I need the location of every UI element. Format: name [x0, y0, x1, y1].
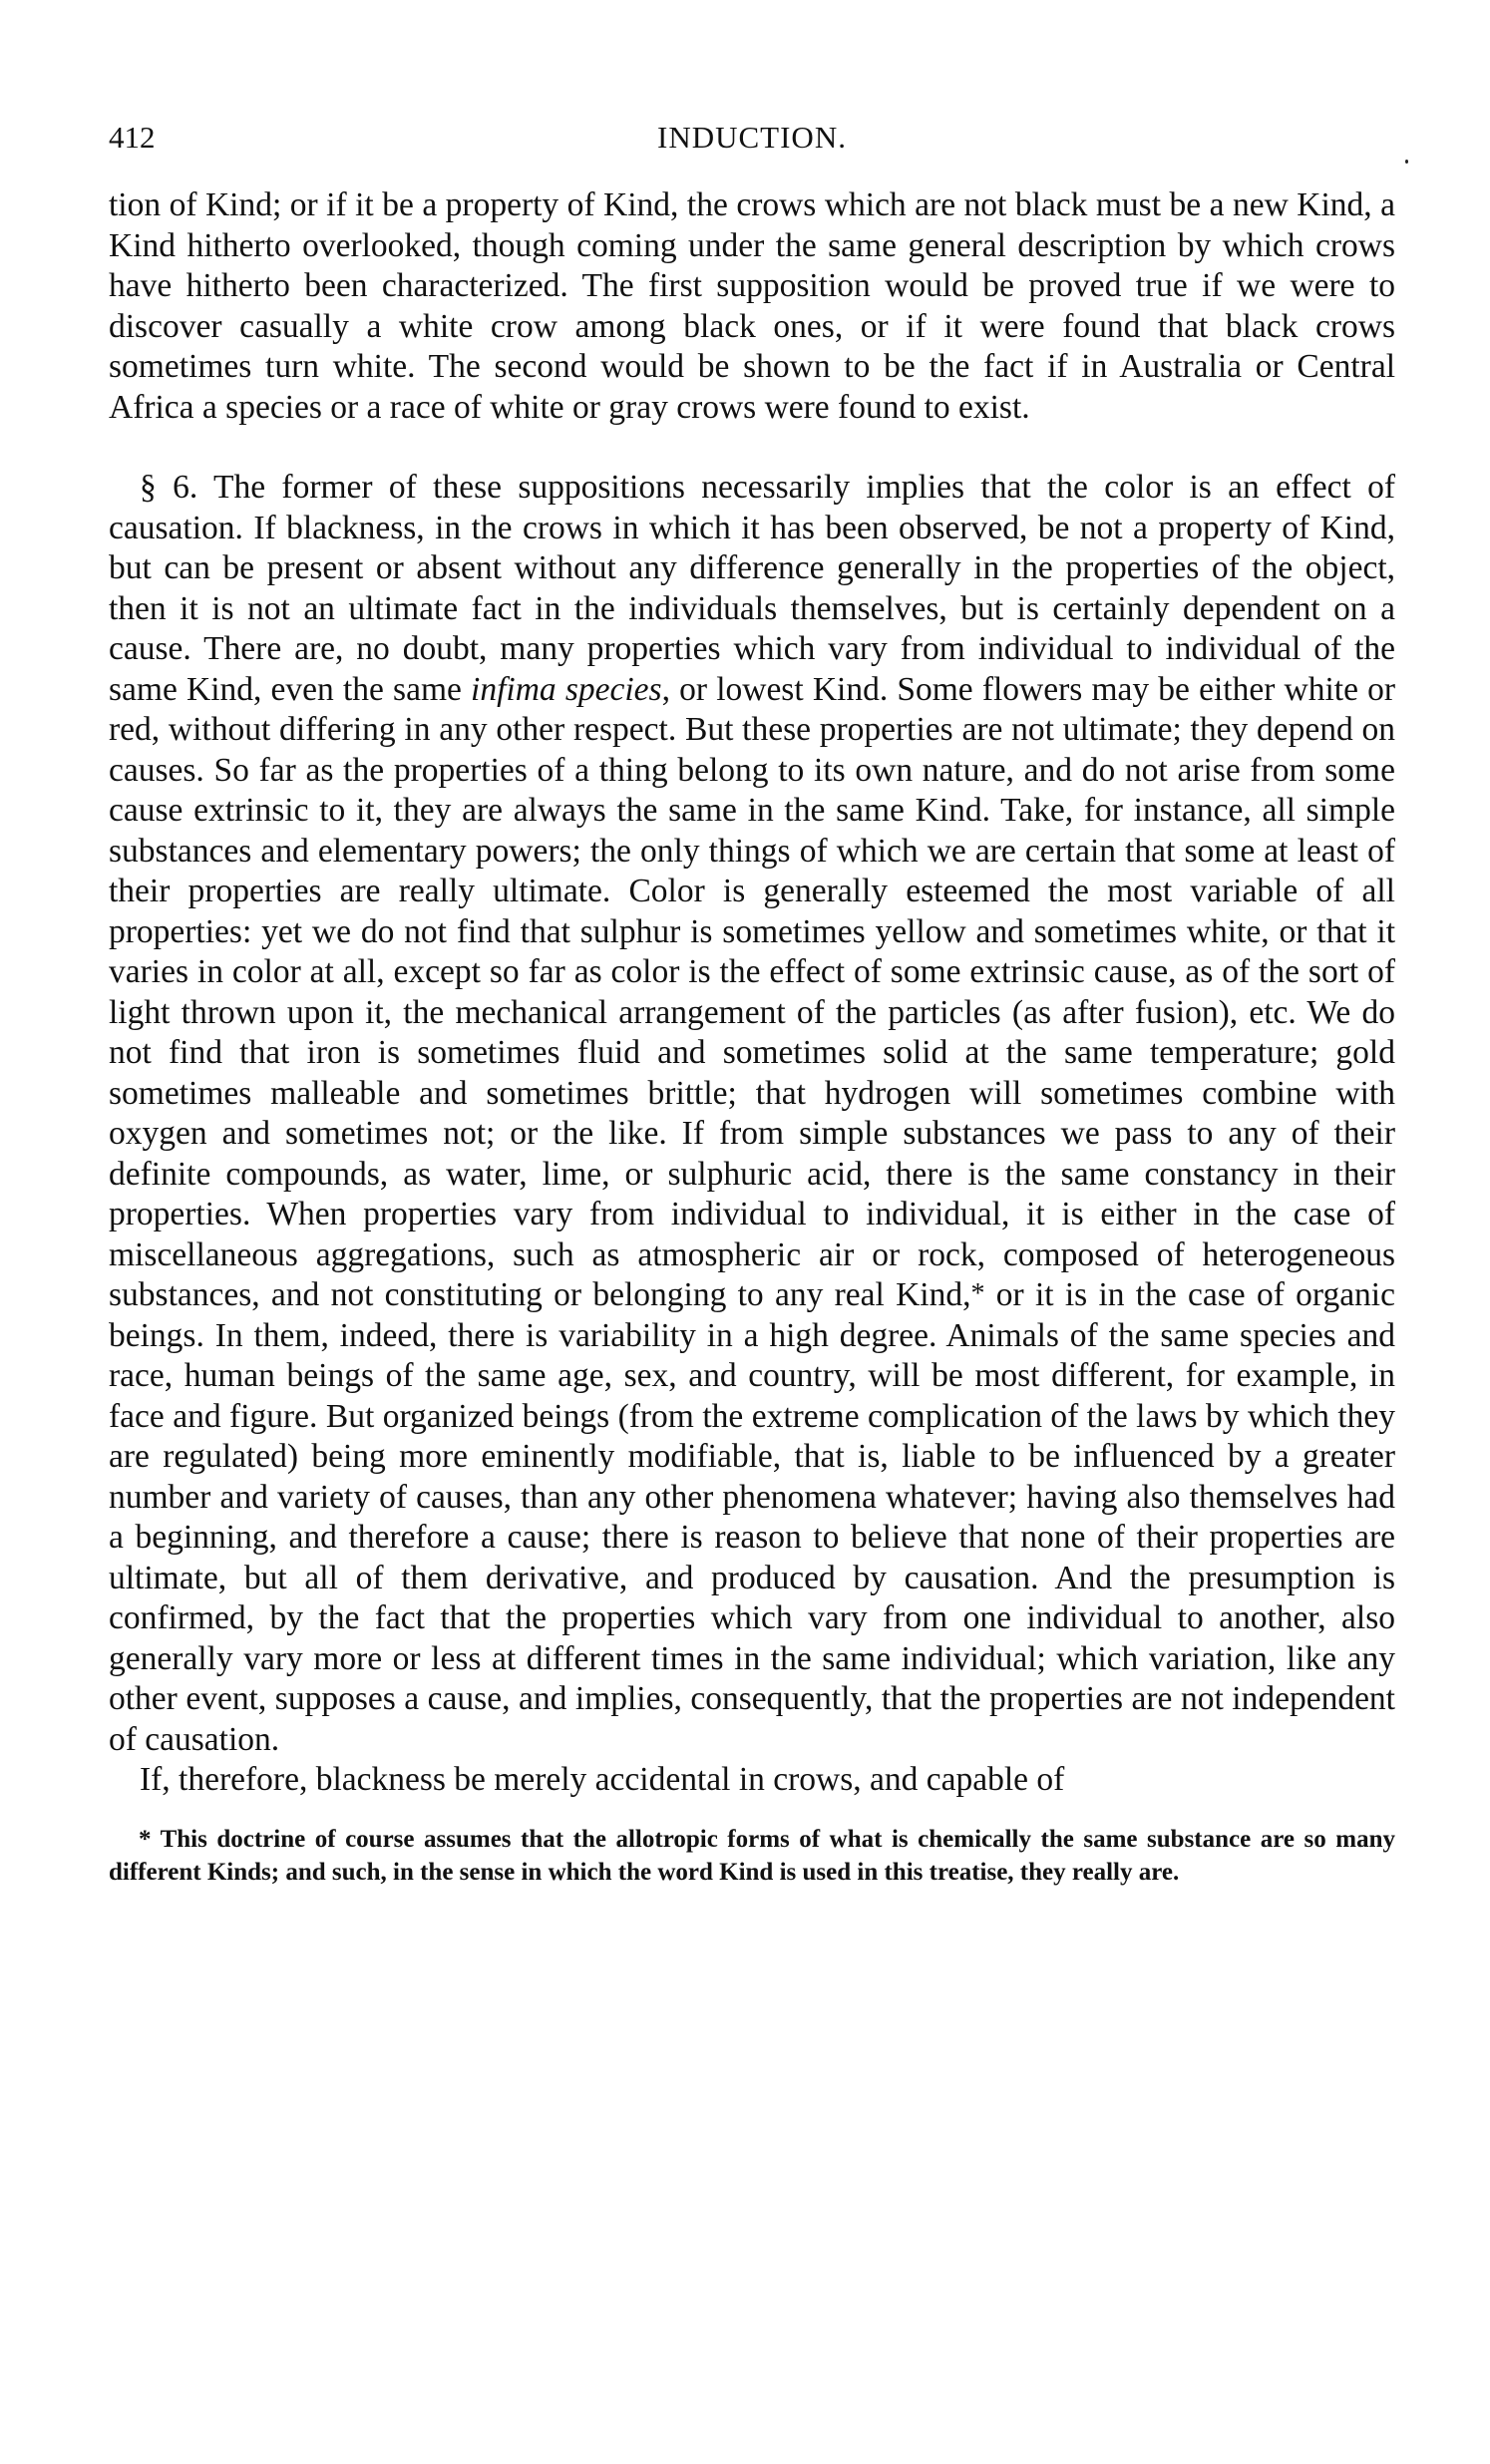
paragraph-text: or it is in the case of organic beings. In them, indeed, there is variability in a high degree. Animals of the same species and race, human beings of the same age, sex, and country, will be most different, for example, in face and figure. But organized beings (from the extreme complication of the laws by which they are regulated) being more eminently modifiable, that is, liable to be influenced by a greater number and variety of causes, than any other phenomena whatever; having also themselves had a beginning, and therefore a cause; there is reason to believe that none of their properties are ultimate, but all of them derivative, and produced by causation. And the presumption is confirmed, by the fact that the properties which vary from one individual to another, also generally vary more or less at different times in the same individual; which variation, like any other event, supposes a cause, and implies, consequently, that the properties are not independent of causation.	[109, 1276, 1395, 1758]
paragraph-text: , or lowest Kind. Some flowers may be either white or red, without differing in any other respect. But these properties are not ultimate; they depend on causes. So far as the properties of a thing belong to its own nature, and do not arise from some cause extrinsic to it, they are always the same in the same Kind. Take, for instance, all simple substances and elementary powers; the only things of which we are certain that some at least of their properties are really ultimate. Color is generally esteemed the most variable of all properties: yet we do not find that sulphur is sometimes yellow and sometimes white, or that it varies in color at all, except so far as color is the effect of some extrinsic cause, as of the sort of light thrown upon it, the mechanical arrangement of the particles (as after fusion), etc. We do not find that iron is sometimes fluid and sometimes solid at the same temperature; gold sometimes malleable and sometimes brittle; that hydrogen will sometimes combine with oxygen and sometimes not; or the like. If from simple substances we pass to any of their definite compounds, as water, lime, or sulphuric acid, there is the same constancy in their properties. When properties vary from individual to individual, it is either in the case of miscellaneous aggregations, such as atmospheric air or rock, composed of heterogeneous substances, and not constituting or belonging to any real Kind,	[109, 670, 1396, 1313]
paragraph-next: If, therefore, blackness be merely accidental in crows, and capable of	[140, 1761, 1065, 1798]
body-text	[109, 185, 1395, 1801]
page-number: 412	[109, 120, 156, 155]
footnote-text: This doctrine of course assumes that the allotropic forms of what is chemically the same substance are so many different Kinds; and such, in the sense in which the word Kind is used in this treatise, they really are.	[109, 1825, 1395, 1886]
footnote-marker: *	[139, 1825, 152, 1853]
paragraph-text: The former of these suppositions necessarily implies that the color is an effect of causation. If blackness, in the crows in which it has been observed, be not a property of Kind, but can be present or absent without any difference generally in the properties of the object, then it is not an ultimate fact in the individuals themselves, but is certainly dependent on a cause. There are, no doubt, many properties which vary from individual to individual of the same Kind, even the same	[109, 469, 1396, 708]
footnote	[109, 1823, 1395, 1889]
print-speck	[1405, 160, 1408, 164]
running-head	[109, 118, 1395, 158]
footnote-body	[109, 1823, 1395, 1889]
paragraph-continuation: tion of Kind; or if it be a property of Kind, the crows which are not black must be a new Kind, a Kind hitherto overlooked, though coming under the same general description by which crows have hitherto been characterized. The first supposition would be proved true if we were to discover casually a white crow among black ones, or if it were found that black crows sometimes turn white. The second would be shown to be the fact if in Australia or Central Africa a species or a race of white or gray crows were found to exist.	[109, 186, 1395, 426]
paragraph-section-6	[109, 468, 1395, 1760]
running-title: INDUCTION.	[657, 120, 847, 155]
section-mark: § 6.	[140, 469, 198, 506]
italic-term: infima species	[471, 670, 662, 708]
book-page	[109, 118, 1395, 1889]
footnote-reference[interactable]: *	[970, 1278, 985, 1309]
